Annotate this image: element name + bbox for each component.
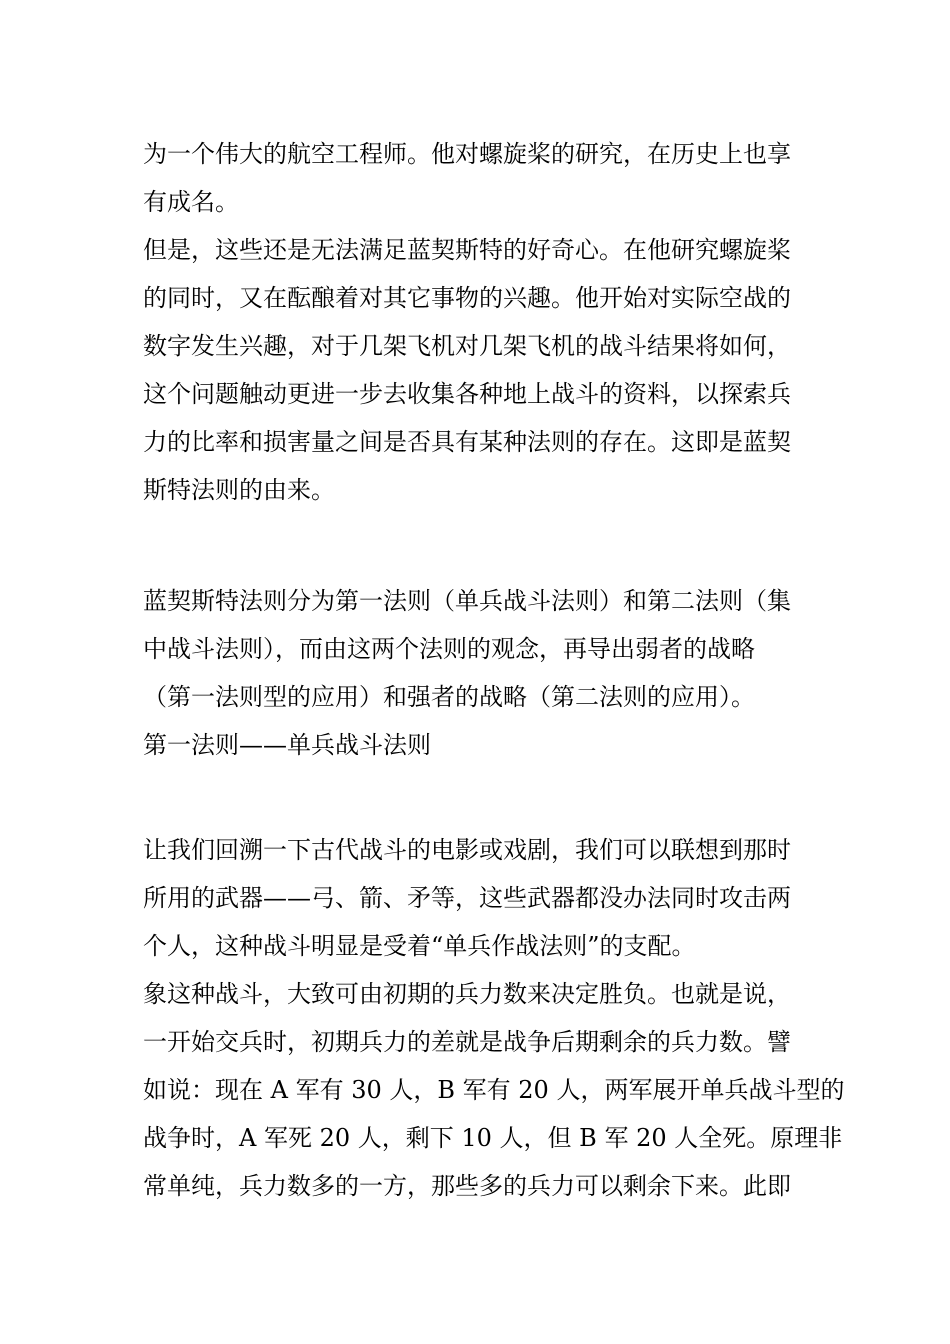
text-line: 数字发生兴趣，对于几架飞机对几架飞机的战斗结果将如何， [143,332,791,360]
text-line: 但是，这些还是无法满足蓝契斯特的好奇心。在他研究螺旋桨 [143,236,791,264]
text-line: （第一法则型的应用）和强者的战略（第二法则的应用）。 [143,683,755,711]
text-line: 个人，这种战斗明显是受着“单兵作战法则”的支配。 [143,932,696,960]
text-line: 有成名。 [143,188,239,216]
text-line: 这个问题触动更进一步去收集各种地上战斗的资料，以探索兵 [143,380,791,408]
text-line: 斯特法则的由来。 [143,476,335,504]
text-line: 力的比率和损害量之间是否具有某种法则的存在。这即是蓝契 [143,428,791,456]
text-line: 战争时，A 军死 20 人，剩下 10 人，但 B 军 20 人全死。原理非 [143,1124,843,1152]
text-line: 一开始交兵时，初期兵力的差就是战争后期剩余的兵力数。譬 [143,1028,791,1056]
text-line: 为一个伟大的航空工程师。他对螺旋桨的研究，在历史上也享 [143,140,791,168]
text-line: 蓝契斯特法则分为第一法则（单兵战斗法则）和第二法则（集 [143,587,791,615]
text-line: 让我们回溯一下古代战斗的电影或戏剧，我们可以联想到那时 [143,836,791,864]
text-line: 常单纯，兵力数多的一方，那些多的兵力可以剩余下来。此即 [143,1172,791,1200]
text-line: 中战斗法则），而由这两个法则的观念，再导出弱者的战略 [143,635,755,663]
text-line: 的同时，又在酝酿着对其它事物的兴趣。他开始对实际空战的 [143,284,791,312]
text-line: 如说：现在 A 军有 30 人，B 军有 20 人，两军展开单兵战斗型的 [143,1076,845,1104]
section-heading: 第一法则——单兵战斗法则 [143,731,431,759]
text-line: 所用的武器——弓、箭、矛等，这些武器都没办法同时攻击两 [143,884,791,912]
text-line: 象这种战斗，大致可由初期的兵力数来决定胜负。也就是说， [143,980,791,1008]
